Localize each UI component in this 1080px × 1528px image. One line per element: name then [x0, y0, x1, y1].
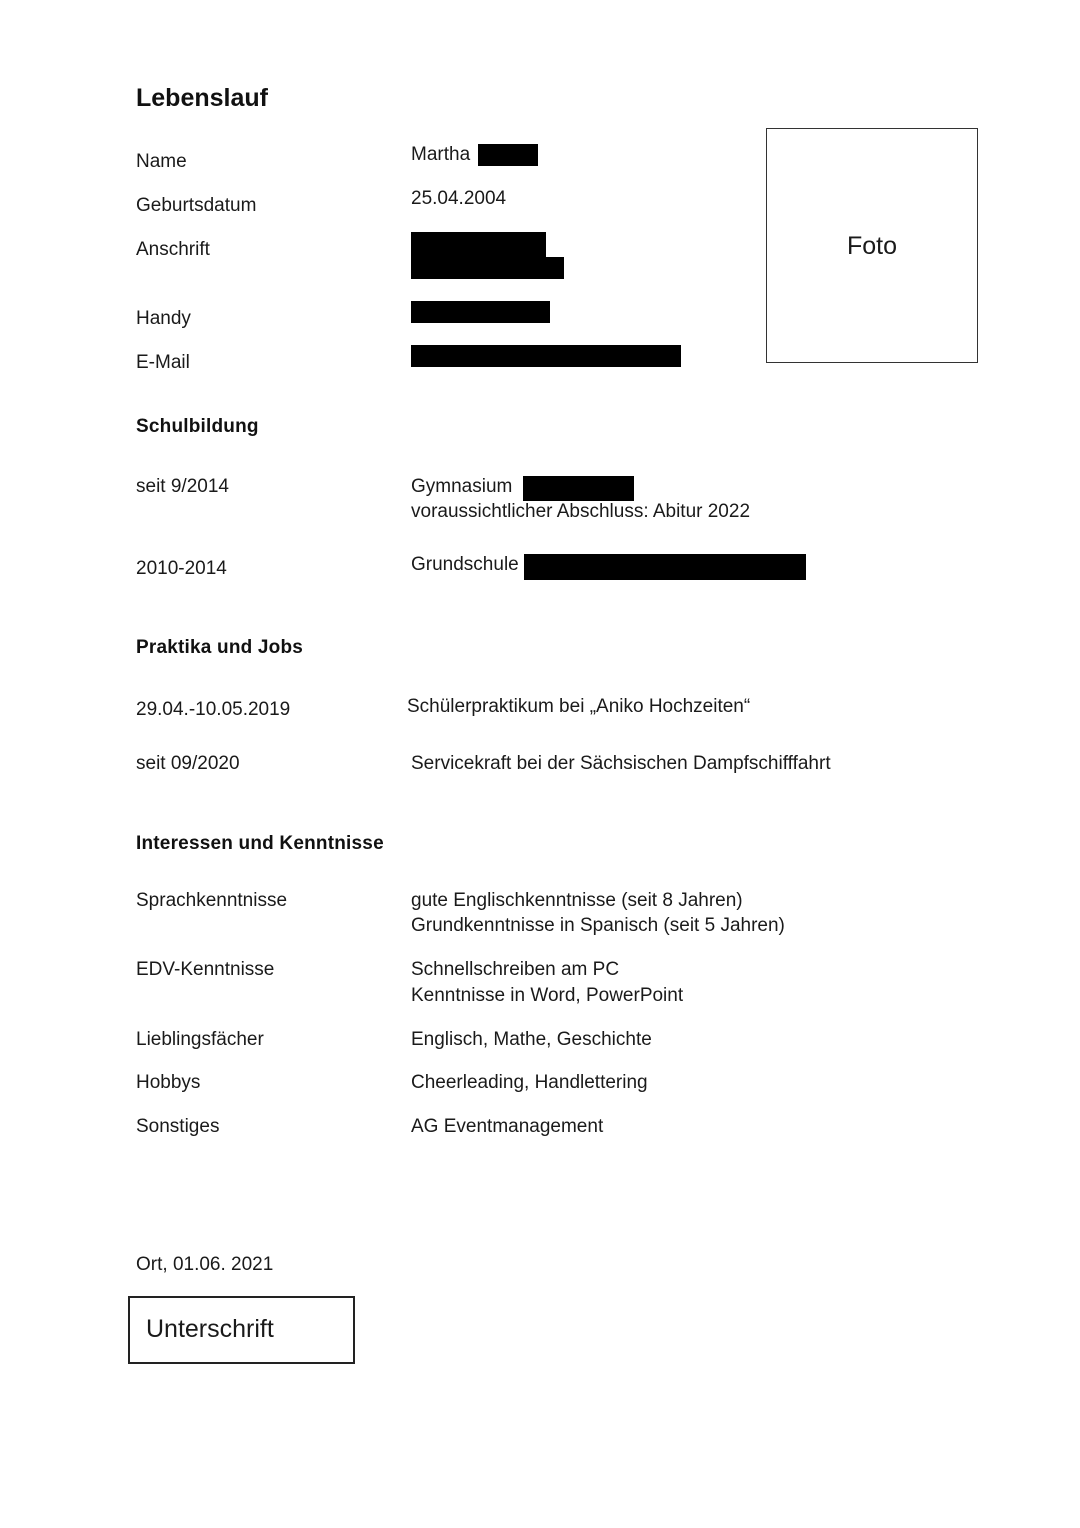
signature-box: [128, 1296, 355, 1364]
photo-label: Foto: [846, 232, 898, 260]
school-name: Gymnasium: [411, 476, 513, 497]
school-detail: voraussichtlicher Abschluss: Abitur 2022: [411, 501, 751, 522]
school-heading: Schulbildung: [136, 416, 259, 437]
name-value: Martha: [411, 144, 471, 165]
birthdate-label: Geburtsdatum: [136, 195, 257, 216]
interest-value: Schnellschreiben am PC: [411, 959, 620, 980]
signature-label: Unterschrift: [146, 1315, 274, 1343]
photo-placeholder: [766, 128, 978, 363]
redaction-surname: [478, 144, 538, 166]
redaction-email: [411, 345, 681, 367]
interest-label: Lieblingsfächer: [136, 1029, 264, 1050]
redaction-gymnasium: [523, 476, 634, 501]
school-name: Grundschule: [411, 554, 519, 575]
interest-value: Kenntnisse in Word, PowerPoint: [411, 985, 684, 1006]
interest-value: AG Eventmanagement: [411, 1116, 604, 1137]
interest-label: Sprachkenntnisse: [136, 890, 288, 911]
phone-label: Handy: [136, 308, 191, 329]
interest-value: gute Englischkenntnisse (seit 8 Jahren): [411, 890, 743, 911]
interests-heading: Interessen und Kenntnisse: [136, 833, 384, 854]
job-date: seit 09/2020: [136, 753, 240, 774]
interest-value: Englisch, Mathe, Geschichte: [411, 1029, 652, 1050]
redaction-phone: [411, 301, 550, 323]
school-date: seit 9/2014: [136, 476, 229, 497]
address-label: Anschrift: [136, 239, 210, 260]
job-description: Schülerpraktikum bei „Aniko Hochzeiten“: [407, 696, 751, 717]
interest-label: EDV-Kenntnisse: [136, 959, 275, 980]
school-date: 2010-2014: [136, 558, 227, 579]
place-date: Ort, 01.06. 2021: [136, 1254, 274, 1275]
birthdate-value: 25.04.2004: [411, 188, 507, 209]
jobs-heading: Praktika und Jobs: [136, 637, 304, 658]
name-label: Name: [136, 151, 187, 172]
interest-value: Cheerleading, Handlettering: [411, 1072, 648, 1093]
page-title: Lebenslauf: [136, 84, 268, 112]
interest-label: Sonstiges: [136, 1116, 220, 1137]
job-date: 29.04.-10.05.2019: [136, 699, 291, 720]
interest-value: Grundkenntnisse in Spanisch (seit 5 Jahren): [411, 915, 785, 936]
interest-label: Hobbys: [136, 1072, 201, 1093]
redaction-address-2: [411, 257, 564, 279]
job-description: Servicekraft bei der Sächsischen Dampfschifffahrt: [411, 753, 831, 774]
redaction-grundschule: [524, 554, 806, 580]
email-label: E-Mail: [136, 352, 190, 373]
